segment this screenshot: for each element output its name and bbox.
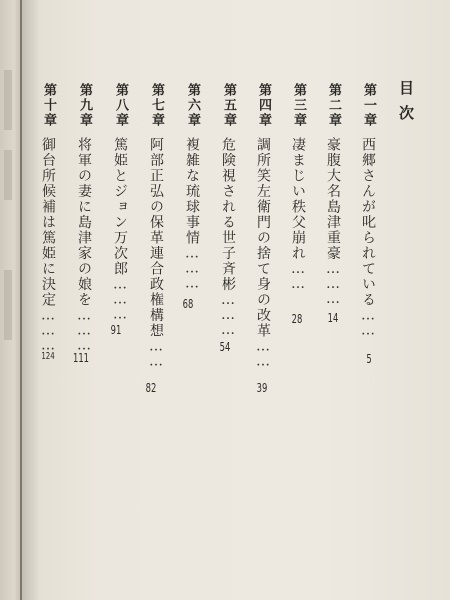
dot-leader: ……… — [40, 307, 56, 353]
chapter-title-text: 御台所候補は篤姫に決定 — [40, 137, 56, 308]
page-number: 54 — [219, 340, 231, 354]
dot-leader: …… — [255, 338, 271, 369]
dot-leader: ……… — [76, 307, 92, 353]
chapter-number: 第四章 — [256, 83, 271, 128]
page-number: 82 — [145, 381, 157, 395]
chapter-number: 第一章 — [361, 83, 376, 128]
page-number: 39 — [256, 381, 268, 395]
chapter-title[interactable] — [149, 137, 163, 369]
dot-leader: ……… — [184, 245, 200, 291]
chapter-title[interactable] — [291, 137, 305, 291]
chapter-title-text: 将軍の妻に島津家の娘を — [76, 137, 92, 308]
chapter-title-text: 凄まじい秩父崩れ — [290, 137, 306, 261]
chapter-number: 第七章 — [149, 83, 164, 128]
page-number: 91 — [110, 323, 122, 337]
chapter-title[interactable] — [221, 137, 235, 337]
page-number: 111 — [72, 351, 90, 365]
chapter-number: 第二章 — [326, 83, 341, 128]
dot-leader: ……… — [220, 292, 236, 337]
chapter-title[interactable] — [77, 137, 91, 353]
chapter-title-text: 複雑な琉球事情 — [184, 137, 200, 246]
chapter-number: 第三章 — [291, 83, 306, 128]
chapter-title-text: 篤姫とジョン万次郎 — [112, 137, 128, 277]
chapter-title[interactable] — [326, 137, 340, 306]
page-number: 5 — [366, 352, 372, 366]
chapter-number: 第六章 — [185, 83, 200, 128]
chapter-number: 第十章 — [41, 83, 56, 128]
chapter-title[interactable] — [185, 137, 199, 291]
page-number: 14 — [327, 311, 339, 325]
chapter-title[interactable] — [113, 137, 127, 322]
dot-leader: …… — [360, 307, 376, 338]
page-number: 124 — [41, 351, 55, 362]
chapter-title-text: 阿部正弘の保革連合政権構想 — [148, 137, 164, 339]
chapter-title-text: 豪腹大名島津重豪 — [325, 137, 341, 261]
page-number: 68 — [182, 297, 194, 311]
dot-leader: ……… — [325, 261, 341, 306]
left-page-edge — [0, 0, 20, 600]
chapter-title[interactable] — [256, 137, 270, 369]
dot-leader: ……… — [112, 276, 128, 322]
chapter-number: 第八章 — [113, 83, 128, 128]
dot-leader: …… — [148, 338, 164, 369]
chapter-title[interactable] — [361, 137, 375, 338]
chapter-title-text: 危険視される世子斉彬 — [220, 137, 236, 292]
chapter-title[interactable] — [41, 137, 55, 353]
gutter-shadow — [22, 0, 40, 600]
chapter-number: 第五章 — [221, 83, 236, 128]
chapter-title-text: 調所笑左衛門の捨て身の改革 — [255, 137, 271, 339]
chapter-title-text: 西郷さんが叱られている — [360, 137, 376, 308]
toc-heading: 目次 — [397, 80, 415, 130]
dot-leader: …… — [290, 261, 306, 291]
chapter-number: 第九章 — [77, 83, 92, 128]
page-number: 28 — [291, 312, 303, 326]
